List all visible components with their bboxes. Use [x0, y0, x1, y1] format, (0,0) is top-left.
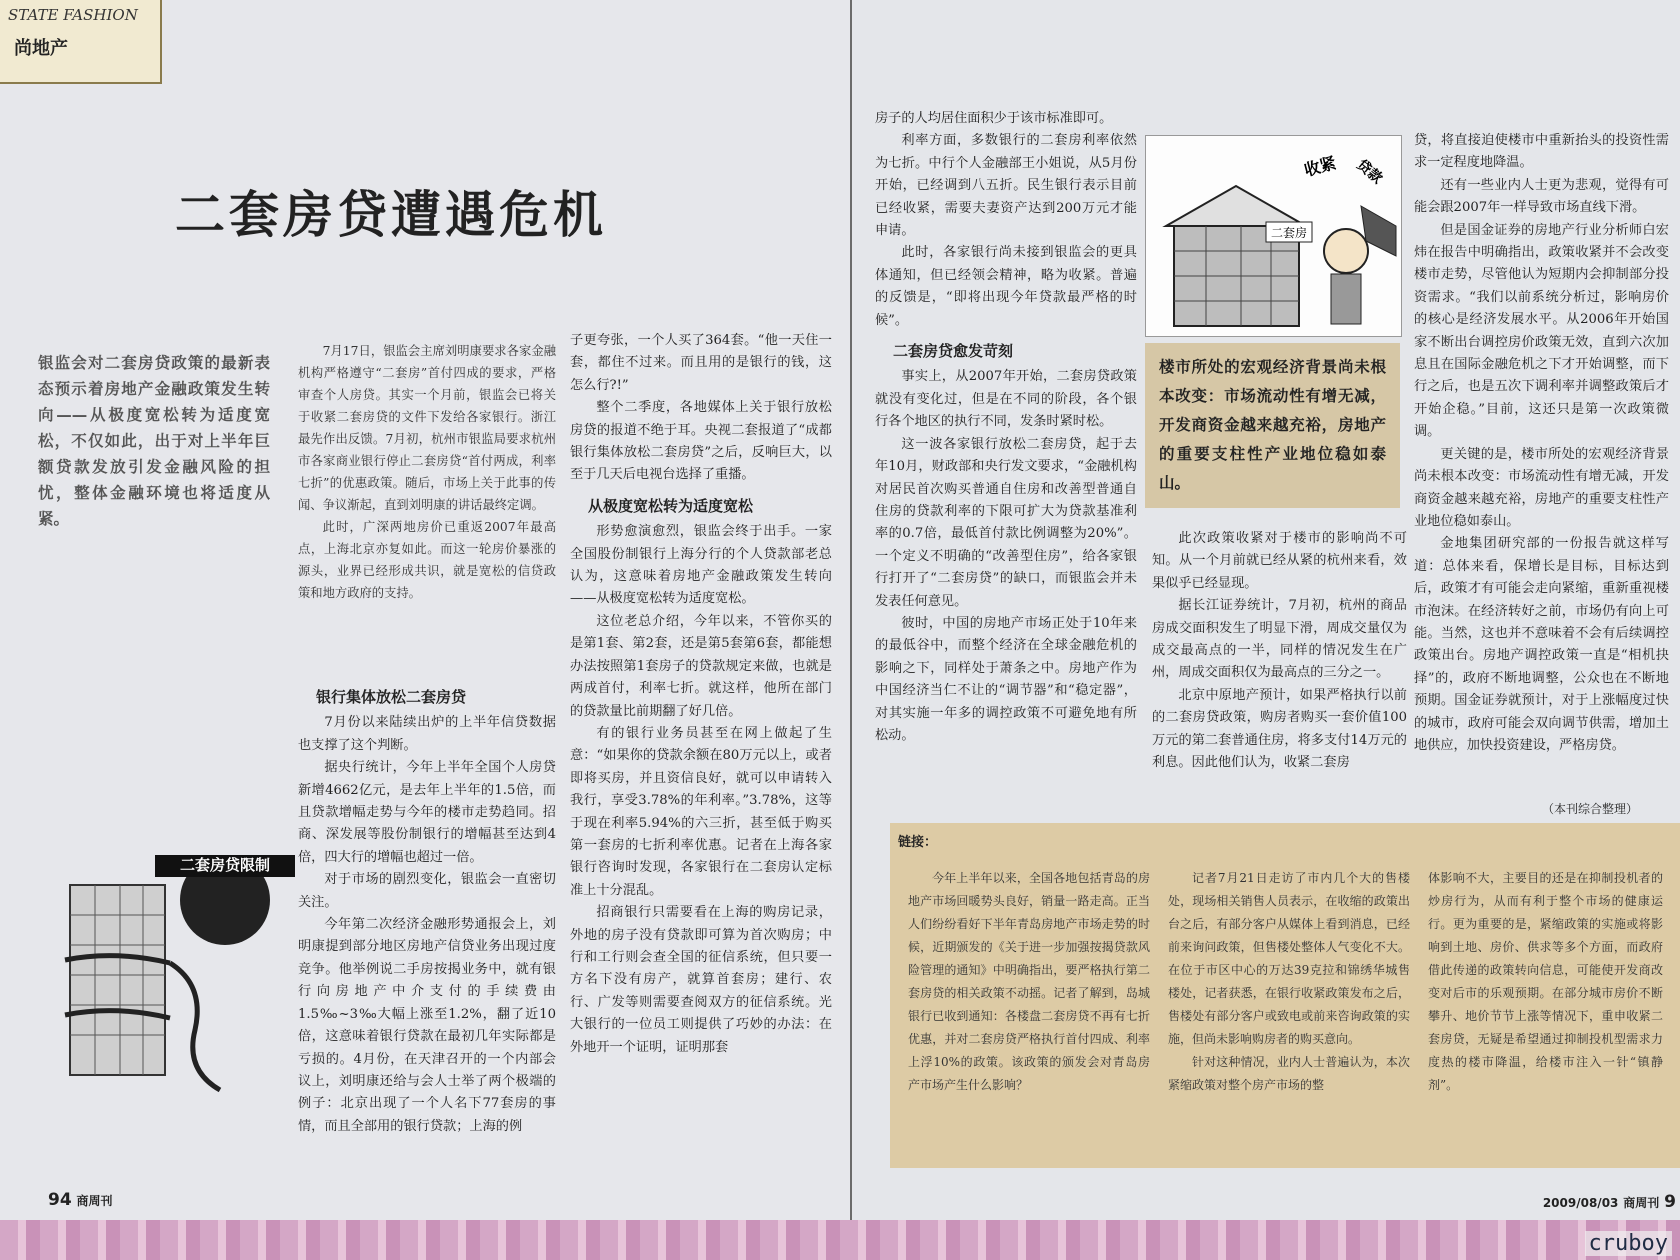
chain-ball-illustration [55, 855, 295, 1105]
cartoon-label-loan: 贷款 [1353, 156, 1386, 188]
cartoon-label-tighten: 收紧 [1302, 153, 1338, 180]
paragraph: 房子的人均居住面积少于该市标准即可。 [875, 111, 1113, 126]
section-label [0, 0, 162, 84]
lead-paragraph: 银监会对二套房贷政策的最新表态预示着房地产金融政策发生转向——从极度宽松转为适度宽松，不仅如此，出于对上半年巨额贷款发放引发金融风险的担忧，整体金融环境也将适度从紧。 [38, 354, 270, 528]
paragraph: 此次政策收紧对于楼市的影响尚不可知。从一个月前就已经从紧的杭州来看，效果似乎已经显现。 [1152, 531, 1407, 591]
column-5-body [1152, 528, 1407, 774]
background-fabric [0, 1220, 1680, 1260]
magazine-name: 商周刊 [1623, 1196, 1660, 1210]
paragraph: 记者7月21日走访了市内几个大的售楼处，现场相关销售人员表示，在收缩的政策出台之后，有部分客户从媒体上看到消息，已经前来询问政策，但售楼处整体人气变化不大。在位于市区中心的万达39克拉和锦绣华城售楼处，记者获悉，在银行收紧政策发布之后，售楼处有部分客户或致电或前来咨询政策的实施，但尚未影响购房者的购买意向。 [1168, 871, 1410, 1046]
column-2-body [298, 678, 556, 1138]
paragraph: 更关键的是，楼市所处的宏观经济背景尚未根本改变：市场流动性有增无减，开发商资金越来越充裕，房地产的重要支柱性产业地位稳如泰山。 [1414, 446, 1669, 529]
right-page [852, 0, 1680, 1235]
sidebar-label: 链接： [898, 835, 938, 850]
paragraph: 这位老总介绍，今年以来，不管你买的是第1套、第2套，还是第5套第6套，都能想办法按照第1套房子的贷款规定来做，也就是两成首付，利率七折。就这样，他所在部门的贷款量比前期翻了好几倍。 [570, 613, 832, 719]
paragraph: 事实上，从2007年开始，二套房贷政策就没有变化过，但是在不同的阶段，各个银行各个地区的执行不同，发条时紧时松。 [875, 369, 1137, 430]
issue-date: 2009/08/03 [1542, 1196, 1619, 1210]
paragraph: 7月17日，银监会主席刘明康要求各家金融机构严格遵守“二套房”首付四成的要求，严格审查个人房贷。其实一个月前，银监会已将关于收紧二套房贷的文件下发给各家银行。浙江最先作出反馈。7月初，杭州市银监局要求杭州市各家商业银行停止二套房贷“首付两成，利率七折”的优惠政策。随后，市场上关于此事的传闻、争议渐起，直到刘明康的讲话最终定调。 [298, 344, 556, 512]
column-4-body [875, 108, 1137, 747]
paragraph: 此时，各家银行尚未接到银监会的更具体通知，但已经领会精神，略为收紧。普遍的反馈是，“即将出现今年贷款最严格的时候”。 [875, 245, 1137, 328]
magazine-name: 商周刊 [76, 1194, 113, 1208]
page-number: 9 [1664, 1192, 1676, 1212]
paragraph: 子更夸张，一个人买了364套。“他一天住一套，都住不过来。而且用的是银行的钱，这怎么行?!” [570, 333, 832, 393]
sidebar-column-2 [1168, 867, 1410, 1097]
paragraph: 利率方面，多数银行的二套房利率依然为七折。中行个人金融部王小姐说，从5月份开始，已经调到八五折。民生银行表示目前已经收紧，需要夫妻资产达到200万元才能申请。 [875, 133, 1137, 239]
paragraph: 彼时，中国的房地产市场正处于10年来的最低谷中，而整个经济在全球金融危机的影响之下，同样处于萧条之中。房地产作为中国经济当仁不让的“调节器”和“稳定器”，对其实施一年多的调控政策不可避免地有所松动。 [875, 615, 1137, 743]
section-heading: 二套房贷愈发苛刻 [893, 342, 1014, 361]
section-label-en: STATE FASHION [8, 6, 138, 24]
section-label-cn: 尚地产 [14, 38, 68, 59]
paragraph: 7月份以来陆续出炉的上半年信贷数据也支撑了这个判断。 [298, 715, 556, 753]
column-2-intro [298, 340, 556, 604]
pull-quote: 楼市所处的宏观经济背景尚未根本改变：市场流动性有增无减，开发商资金越来越充裕，房地产的重要支柱性产业地位稳如泰山。 [1145, 343, 1400, 508]
paragraph: 对于市场的剧烈变化，银监会一直密切关注。 [298, 872, 556, 910]
paragraph: 整个二季度，各地媒体上关于银行放松房贷的报道不绝于耳。央视二套报道了“成都银行集体放松二套房贷”之后，反响巨大，以至于几天后电视台选择了重播。 [570, 400, 832, 483]
page-number: 94 [48, 1190, 72, 1210]
paragraph: 体影响不大，主要目的还是在抑制投机者的炒房行为，从而有利于整个市场的健康运行。更为重要的是，紧缩政策的实施或将影响到土地、房价、供求等多个方面，而政府借此传递的政策转向信息，可能使开发商改变对后市的乐观预期。在部分城市房价不断攀升、地价节节上涨等情况下，重申收紧二套房贷，无疑是希望通过抑制投机型需求力度热的楼市降温，给楼市注入一针“镇静剂”。 [1428, 871, 1663, 1092]
paragraph: 这一波各家银行放松二套房贷，起于去年10月，财政部和央行发文要求，“金融机构对居民首次购买普通自住房和改善型普通自住房的贷款利率的下限可扩大为贷款基准利率的0.7倍，最低首付款比例调整为20%”。一个定义不明确的“改善型住房”，给各家银行打开了“二套房贷”的缺口，而银监会并未发表任何意见。 [875, 436, 1137, 609]
paragraph: 还有一些业内人士更为悲观，觉得有可能会跟2007年一样导致市场直线下滑。 [1414, 177, 1669, 216]
source-note: （本刊综合整理） [1542, 802, 1639, 816]
paragraph: 有的银行业务员甚至在网上做起了生意：“如果你的贷款余额在80万元以上，或者即将买房，并且资信良好，就可以申请转入我行，享受3.78%的年利率。”3.78%，这等于现在利率5.94%的六三折，甚至低于购买第一套房的七折利率优惠。记者在上海各家银行咨询时发现，各家银行在二套房认定标准上十分混乱。 [570, 725, 832, 898]
cartoon-label-house: 二套房 [1270, 226, 1308, 240]
paragraph: 形势愈演愈烈，银监会终于出手。一家全国股份制银行上海分行的个人贷款部老总认为，这意味着房地产金融政策发生转向——从极度宽松转为适度宽松。 [570, 524, 832, 607]
column-6-body [1414, 130, 1669, 757]
article-title: 二套房贷遭遇危机 [175, 185, 607, 244]
paragraph: 今年第二次经济金融形势通报会上，刘明康提到部分地区房地产信贷业务出现过度竞争。他举例说二手房按揭业务中，就有银行向房地产中介支付的手续费由1.5‰~3‰大幅上涨至1.2%，翻了近10倍，这意味着银行贷款在最初几年实际都是亏损的。4月份，在天津召开的一个内部会议上，刘明康还给与会人士举了两个极端的例子：北京出现了一个人名下77套房的事情，而且全部用的银行贷款；上海的例 [298, 917, 556, 1134]
cartoon-illustration [1145, 135, 1402, 337]
paragraph: 贷，将直接迫使楼市中重新抬头的投资性需求一定程度地降温。 [1414, 133, 1669, 171]
paragraph: 招商银行只需要看在上海的购房记录，外地的房子没有贷款即可算为首次购房；中行和工行则会查全国的征信系统，但只要一方名下没有房产，就算首套房；建行、农行、广发等则需要查阅双方的征信系统。光大银行的一位员工则提供了巧妙的办法：在外地开一个证明，证明那套 [570, 905, 832, 1055]
sidebar-column-3 [1428, 867, 1663, 1097]
left-page [0, 0, 850, 1235]
paragraph: 针对这种情况，业内人士普遍认为，本次紧缩政策对整个房产市场的整 [1168, 1055, 1410, 1092]
paragraph: 今年上半年以来，全国各地包括青岛的房地产市场回暖势头良好，销量一路走高。正当人们纷纷看好下半年青岛房地产市场走势的时候，近期颁发的《关于进一步加强按揭贷款风险管理的通知》中明确指出，要严格执行第二套房贷的相关政策不动摇。记者了解到，岛城银行已收到通知：各楼盘二套房贷不再有七折优惠，并对二套房贷严格执行首付四成、利率上浮10%的政策。该政策的颁发会对青岛房产市场产生什么影响？ [908, 871, 1150, 1092]
paragraph: 据央行统计，今年上半年全国个人房贷新增4662亿元，是去年上半年的1.5倍，而且贷款增幅走势与今年的楼市走势趋同。招商、深发展等股份制银行的增幅甚至达到4倍，四大行的增幅也超过一倍。 [298, 760, 556, 865]
watermark-credit: cruboy [1585, 1231, 1672, 1256]
section-heading: 从极度宽松转为适度宽松 [588, 496, 754, 515]
sidebar-link-box [890, 823, 1680, 1168]
paragraph: 金地集团研究部的一份报告就这样写道：总体来看，保增长是目标，目标达到后，政策才有可能会走向紧缩，重新重视楼市泡沫。在经济转好之前，市场仍有向上可能。当然，这也并不意味着不会有后续调控政策出台。房地产调控政策一直是“相机抉择”的，政府不断地调整，公众也在不断地预期。国金证券就预计，对于上涨幅度过快的城市，政府可能会双向调节供需，增加土地供应，加快投资建设，严格房贷。 [1414, 536, 1669, 753]
paragraph: 此时，广深两地房价已重返2007年最高点，上海北京亦复如此。而这一轮房价暴涨的源头，业界已经形成共识，就是宽松的信贷政策和地方政府的支持。 [298, 520, 556, 600]
paragraph: 北京中原地产预计，如果严格执行以前的二套房贷政策，购房者购买一套价值100万元的第二套普通住房，将多支付14万元的利息。因此他们认为，收紧二套房 [1152, 687, 1407, 771]
footer-right [1543, 1192, 1676, 1212]
illustration-label: 二套房贷限制 [179, 856, 271, 874]
footer-left [48, 1190, 113, 1210]
sidebar-column-1 [908, 867, 1150, 1097]
column-3-body [570, 330, 832, 1059]
paragraph: 但是国金证券的房地产行业分析师白宏炜在报告中明确指出，政策收紧并不会改变楼市走势，尽管他认为短期内会抑制部分投资需求。“我们以前系统分析过，影响房价的核心是经济发展水平。从2006年开始国家不断出台调控房价政策无效，直到六次加息且在国际金融危机之下才开始调整，而下行之后，也是五次下调利率并调整政策后才开始企稳。”目前，这还只是第一次政策微调。 [1414, 222, 1669, 440]
section-heading: 银行集体放松二套房贷 [316, 688, 467, 706]
paragraph: 据长江证券统计，7月初，杭州的商品房成交面积发生了明显下滑，周成交量仅为成交最高点的一半，同样的情况发生在广州，周成交面积仅为最高点的三分之一。 [1152, 598, 1407, 681]
